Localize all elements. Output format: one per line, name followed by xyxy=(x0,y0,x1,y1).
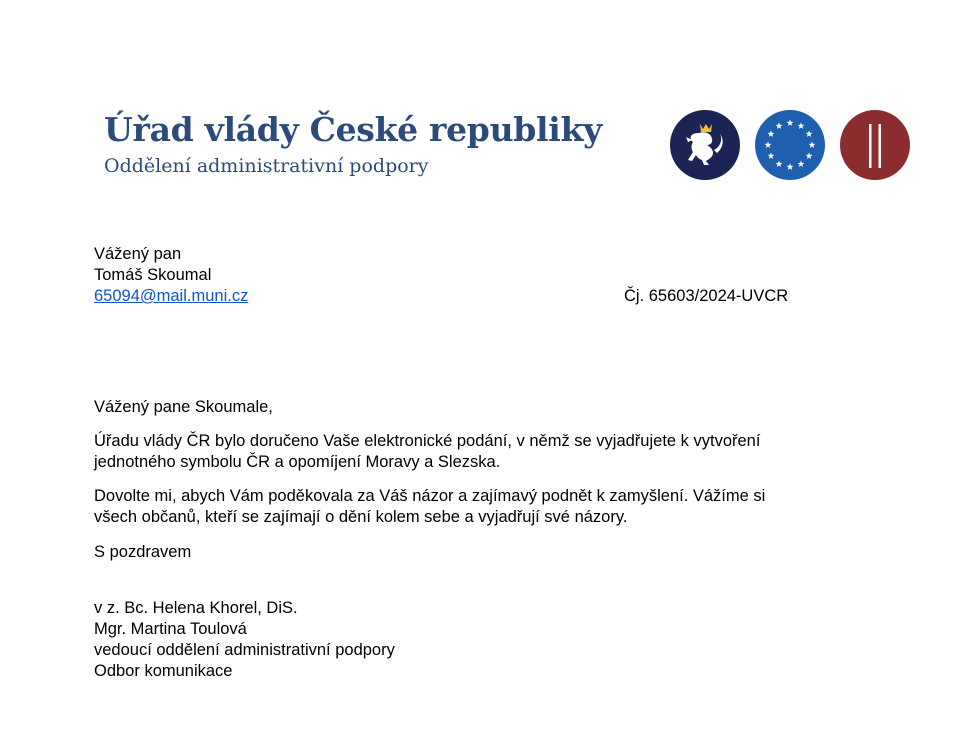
paragraph-1 xyxy=(94,431,854,473)
recipient-name: Tomáš Skoumal xyxy=(94,266,212,284)
recipient-email-link[interactable]: 65094@mail.muni.cz xyxy=(94,287,249,305)
eu-stars-logo-icon xyxy=(755,110,825,180)
paragraph-2-line-2: všech občanů, kteří se zajímají o dění kolem sebe a vyjadřují své názory. xyxy=(94,508,628,526)
recipient-address xyxy=(94,244,248,307)
paragraph-1-line-2: jednotného symbolu ČR a opomíjení Moravy a Slezska. xyxy=(94,453,501,471)
government-logo-icon xyxy=(840,110,910,180)
czech-lion-logo-icon xyxy=(670,110,740,180)
organization-title: Úřad vlády České republiky xyxy=(104,110,602,149)
signature-block xyxy=(94,598,395,682)
signature-line-4: Odbor komunikace xyxy=(94,662,233,680)
paragraph-2-line-1: Dovolte mi, abych Vám poděkovala za Váš názor a zajímavý podnět k zamyšlení. Vážíme si xyxy=(94,487,766,505)
reference-number: Čj. 65603/2024-UVCR xyxy=(624,287,789,305)
recipient-greeting: Vážený pan xyxy=(94,245,182,263)
closing: S pozdravem xyxy=(94,543,192,561)
paragraph-1-line-1: Úřadu vlády ČR bylo doručeno Vaše elektronické podání, v němž se vyjadřujete k vytvoření xyxy=(94,432,761,450)
organization-subtitle: Oddělení administrativní podpory xyxy=(104,155,429,177)
signature-line-3: vedoucí oddělení administrativní podpory xyxy=(94,641,395,659)
paragraph-2 xyxy=(94,486,854,528)
signature-line-2: Mgr. Martina Toulová xyxy=(94,620,247,638)
salutation: Vážený pane Skoumale, xyxy=(94,398,273,416)
signature-line-1: v z. Bc. Helena Khorel, DiS. xyxy=(94,599,298,617)
